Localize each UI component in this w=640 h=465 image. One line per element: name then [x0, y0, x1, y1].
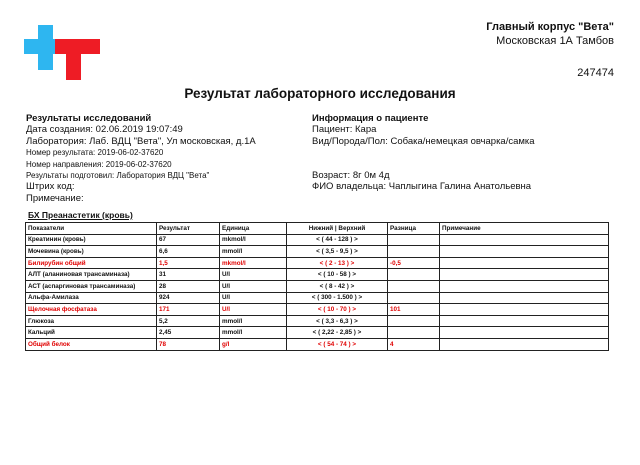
table-header-row — [26, 223, 609, 235]
cell-note — [440, 292, 609, 304]
patient-name: Пациент: Кара — [312, 124, 377, 136]
cell-unit: mmol/l — [220, 315, 287, 327]
patient-info — [312, 113, 612, 193]
cell-diff — [388, 292, 440, 304]
cell-diff: 101 — [388, 304, 440, 316]
cell-range: < ( 44 - 128 ) > — [287, 234, 388, 246]
table-row — [26, 257, 609, 269]
cell-result: 924 — [157, 292, 220, 304]
cell-note — [440, 315, 609, 327]
header-indicator: Показатели — [26, 223, 157, 235]
cell-indicator: Глюкоза — [26, 315, 157, 327]
table-row — [26, 327, 609, 339]
cell-diff — [388, 327, 440, 339]
cell-note — [440, 269, 609, 281]
cell-result: 78 — [157, 338, 220, 350]
document-title: Результат лабораторного исследования — [184, 86, 456, 101]
cell-unit: U/l — [220, 269, 287, 281]
cell-diff — [388, 315, 440, 327]
cell-range: < ( 3,3 - 6,3 ) > — [287, 315, 388, 327]
cell-indicator: Мочевина (кровь) — [26, 246, 157, 258]
cell-diff: 4 — [388, 338, 440, 350]
table-row — [26, 234, 609, 246]
cell-indicator: АЛТ (аланиновая трансаминаза) — [26, 269, 157, 281]
owner-name: ФИО владельца: Чаплыгина Галина Анатольевна — [312, 181, 532, 193]
cell-range: < ( 54 - 74 ) > — [287, 338, 388, 350]
results-info-header: Результаты исследований — [26, 113, 152, 124]
cell-unit: mkmol/l — [220, 234, 287, 246]
cell-indicator: Альфа-Амилаза — [26, 292, 157, 304]
cell-diff: -0,5 — [388, 257, 440, 269]
clinic-header — [486, 20, 614, 80]
cell-diff — [388, 246, 440, 258]
cell-unit: g/l — [220, 338, 287, 350]
table-row — [26, 280, 609, 292]
note-label: Примечание: — [26, 192, 84, 204]
cell-note — [440, 257, 609, 269]
table-row — [26, 246, 609, 258]
table-row — [26, 315, 609, 327]
prepared-by: Результаты подготовил: Лаборатория ВДЦ "Вета" — [26, 171, 210, 181]
cell-unit: mmol/l — [220, 327, 287, 339]
cell-result: 67 — [157, 234, 220, 246]
clinic-address: Московская 1А Тамбов — [496, 35, 614, 47]
header-range: Нижний | Верхний — [287, 223, 388, 235]
lab-name: Лаборатория: Лаб. ВДЦ "Вета", Ул московская, д.1А — [26, 135, 256, 147]
cell-range: < ( 2 - 13 ) > — [287, 257, 388, 269]
cell-note — [440, 280, 609, 292]
section-title: БХ Преанастетик (кровь) — [28, 210, 133, 220]
cell-result: 1,5 — [157, 257, 220, 269]
cell-diff — [388, 269, 440, 281]
cell-result: 5,2 — [157, 315, 220, 327]
cell-result: 28 — [157, 280, 220, 292]
clinic-name: Главный корпус "Вета" — [486, 21, 614, 33]
cell-result: 2,45 — [157, 327, 220, 339]
cell-note — [440, 327, 609, 339]
cell-note — [440, 246, 609, 258]
referral-number: Номер направления: 2019-06-02-37620 — [26, 159, 172, 169]
cell-indicator: Общий белок — [26, 338, 157, 350]
patient-age: Возраст: 8г 0м 4д — [312, 170, 390, 182]
cell-diff — [388, 234, 440, 246]
cell-indicator: Щелочная фосфатаза — [26, 304, 157, 316]
cell-indicator: Кальций — [26, 327, 157, 339]
results-info — [26, 113, 316, 204]
cell-note — [440, 304, 609, 316]
cell-unit: U/l — [220, 280, 287, 292]
results-table — [25, 222, 609, 351]
cell-range: < ( 8 - 42 ) > — [287, 280, 388, 292]
table-row — [26, 338, 609, 350]
cell-result: 6,6 — [157, 246, 220, 258]
header-diff: Разница — [388, 223, 440, 235]
patient-species: Вид/Порода/Пол: Собака/немецкая овчарка/самка — [312, 135, 535, 147]
result-number: Номер результата: 2019-06-02-37620 — [26, 148, 164, 158]
table-row — [26, 304, 609, 316]
cell-indicator: Креатинин (кровь) — [26, 234, 157, 246]
cell-indicator: Билирубин общий — [26, 257, 157, 269]
created-date: Дата создания: 02.06.2019 19:07:49 — [26, 124, 183, 136]
cell-indicator: АСТ (аспаргиновая трансаминаза) — [26, 280, 157, 292]
table-row — [26, 292, 609, 304]
header-unit: Единица — [220, 223, 287, 235]
cell-diff — [388, 280, 440, 292]
patient-info-header: Информация о пациенте — [312, 113, 429, 124]
cell-note — [440, 338, 609, 350]
header-note: Примечание — [440, 223, 609, 235]
cell-range: < ( 10 - 70 ) > — [287, 304, 388, 316]
cell-unit: mmol/l — [220, 246, 287, 258]
cell-result: 31 — [157, 269, 220, 281]
table-row — [26, 269, 609, 281]
barcode-label: Штрих код: — [26, 181, 75, 193]
cell-range: < ( 3,5 - 9,5 ) > — [287, 246, 388, 258]
clinic-number: 247474 — [577, 67, 614, 79]
cell-result: 171 — [157, 304, 220, 316]
header-result: Результат — [157, 223, 220, 235]
cell-unit: U/l — [220, 292, 287, 304]
cell-unit: U/l — [220, 304, 287, 316]
medical-cross-logo — [24, 18, 100, 80]
cell-unit: mkmol/l — [220, 257, 287, 269]
cell-range: < ( 300 - 1.500 ) > — [287, 292, 388, 304]
cell-note — [440, 234, 609, 246]
cell-range: < ( 10 - 58 ) > — [287, 269, 388, 281]
cell-range: < ( 2,22 - 2,85 ) > — [287, 327, 388, 339]
